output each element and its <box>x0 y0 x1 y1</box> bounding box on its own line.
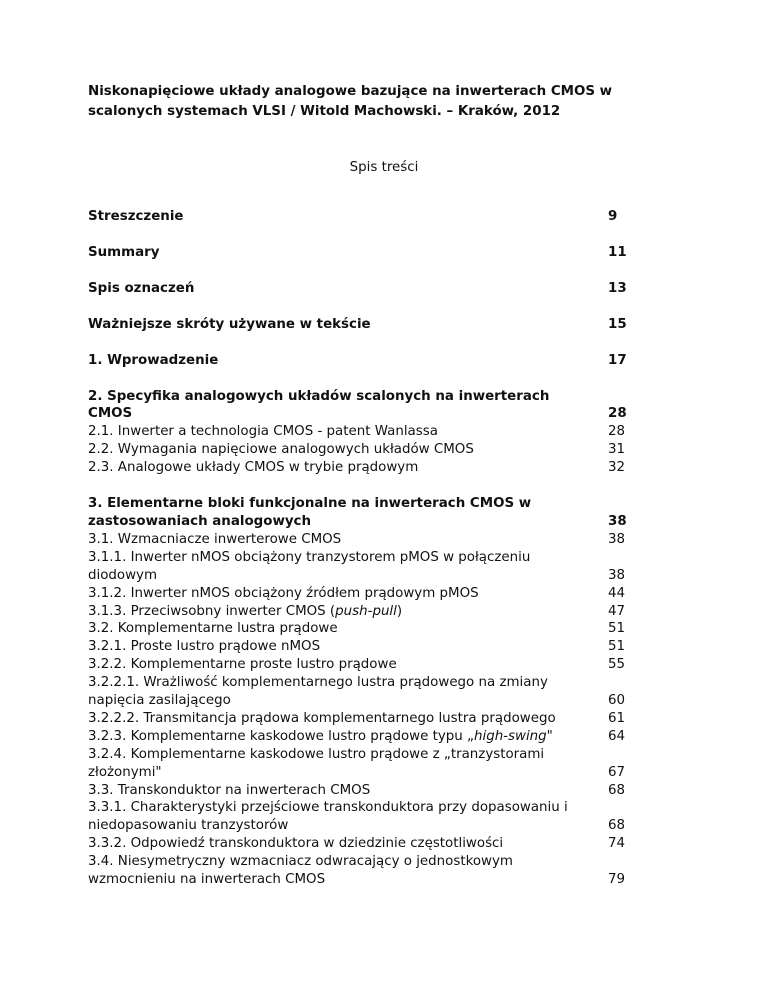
toc-entry-title: Ważniejsze skróty używane w tekście <box>88 316 371 332</box>
toc-entry-page: 51 <box>608 639 626 655</box>
toc-entry-page: 32 <box>608 460 626 476</box>
toc-entry-title: 3.4. Niesymetryczny wzmacniacz odwracający o jednostkowym wzmocnieniu na inwerterach CMOS <box>88 854 513 888</box>
toc-entry-page: 13 <box>608 280 627 296</box>
toc-entry-chapter-2[interactable] <box>88 388 668 424</box>
toc-entry-page: 11 <box>608 244 627 260</box>
toc-entry-3-1[interactable] <box>88 531 668 549</box>
toc-entry-title: 1. Wprowadzenie <box>88 352 219 368</box>
toc-entry-page: 60 <box>608 693 626 709</box>
toc-entry-chapter-3[interactable] <box>88 495 668 531</box>
toc-entry-title: 3.1.2. Inwerter nMOS obciążony źródłem prądowym pMOS <box>88 585 479 601</box>
toc-entry-title: 3.1.1. Inwerter nMOS obciążony tranzystorem pMOS w połączeniu diodowym <box>88 549 531 583</box>
toc-entry-title-emphasis: high-swing <box>473 728 547 744</box>
toc-entry-title: Summary <box>88 244 160 260</box>
toc-entry-3-1-2[interactable] <box>88 585 668 603</box>
toc-entry-chapter-1[interactable] <box>88 352 668 370</box>
table-of-contents <box>88 208 668 889</box>
toc-entry-title-pre: 3.1.3. Przeciwsobny inwerter CMOS ( <box>88 603 336 619</box>
toc-entry-3-2-3[interactable] <box>88 728 668 746</box>
toc-entry-title <box>88 728 593 746</box>
toc-entry-page: 74 <box>608 836 626 852</box>
toc-entry-3-2-2-1[interactable] <box>88 674 668 710</box>
toc-entry-page: 79 <box>608 872 626 888</box>
toc-entry-title: 3.2. Komplementarne lustra prądowe <box>88 621 338 637</box>
toc-entry-3-2-1[interactable] <box>88 638 668 656</box>
toc-entry-skroty[interactable] <box>88 316 668 334</box>
toc-entry-title-emphasis: push-pull <box>335 603 397 619</box>
toc-entry-3-2-2-2[interactable] <box>88 710 668 728</box>
toc-entry-title-pre: 3.2.3. Komplementarne kaskodowe lustro prądowe typu „ <box>88 728 474 744</box>
document-header: Niskonapięciowe układy analogowe bazujące na inwerterach CMOS w scalonych systemach VLSI / Witold Machowski. – Kraków, 2012 <box>88 84 613 119</box>
toc-entry-page: 31 <box>608 442 626 458</box>
toc-entry-page: 64 <box>608 728 626 744</box>
toc-entry-page: 47 <box>608 603 626 619</box>
toc-entry-title: 3.2.2.2. Transmitancja prądowa komplementarnego lustra prądowego <box>88 710 556 726</box>
toc-entry-page: 61 <box>608 710 626 726</box>
toc-entry-2-2[interactable] <box>88 441 668 459</box>
toc-entry-3-3[interactable] <box>88 782 668 800</box>
toc-entry-title: 3.3. Transkonduktor na inwerterach CMOS <box>88 782 371 798</box>
toc-entry-title: 2.3. Analogowe układy CMOS w trybie prądowym <box>88 460 419 476</box>
toc-entry-title: 3.2.2. Komplementarne proste lustro prądowe <box>88 657 397 673</box>
toc-entry-3-4[interactable] <box>88 853 668 889</box>
toc-entry-3-2-4[interactable] <box>88 746 668 782</box>
toc-entry-title: 3.2.2.1. Wrażliwość komplementarnego lustra prądowego na zmiany napięcia zasilającego <box>88 675 548 709</box>
toc-entry-streszczenie[interactable] <box>88 208 668 226</box>
toc-entry-summary[interactable] <box>88 244 668 262</box>
toc-entry-page: 51 <box>608 621 626 637</box>
toc-entry-page: 68 <box>608 818 626 834</box>
toc-entry-3-1-3[interactable] <box>88 603 668 621</box>
toc-entry-title: 3. Elementarne bloki funkcjonalne na inwerterach CMOS w zastosowaniach analogowych <box>88 496 532 529</box>
toc-entry-spis-oznaczen[interactable] <box>88 280 668 298</box>
toc-entry-2-3[interactable] <box>88 459 668 477</box>
toc-entry-title: Streszczenie <box>88 209 184 224</box>
toc-entry-page: 15 <box>608 316 627 332</box>
toc-entry-3-2[interactable] <box>88 620 668 638</box>
toc-entry-page: 28 <box>608 406 627 422</box>
toc-entry-title: 2. Specyfika analogowych układów scalonych na inwerterach CMOS <box>88 388 550 422</box>
toc-entry-page: 55 <box>608 657 626 673</box>
toc-entry-2-1[interactable] <box>88 423 668 441</box>
toc-entry-3-1-1[interactable] <box>88 549 668 585</box>
toc-entry-page: 38 <box>608 567 626 583</box>
toc-entry-3-3-1[interactable] <box>88 799 668 835</box>
toc-entry-page: 28 <box>608 424 626 440</box>
toc-entry-title: 3.2.4. Komplementarne kaskodowe lustro prądowe z „tranzystorami złożonymi" <box>88 746 545 780</box>
toc-entry-page: 38 <box>608 513 627 529</box>
toc-entry-title-post: ) <box>396 603 403 619</box>
toc-entry-3-3-2[interactable] <box>88 835 668 853</box>
toc-entry-page: 17 <box>608 352 627 368</box>
toc-entry-title: 3.1. Wzmacniacze inwerterowe CMOS <box>88 531 342 547</box>
toc-entry-page: 38 <box>608 531 626 547</box>
toc-heading: Spis treści <box>349 160 419 175</box>
toc-entry-title: 2.1. Inwerter a technologia CMOS - patent Wanlassa <box>88 424 438 440</box>
toc-entry-page: 9 <box>608 209 618 224</box>
toc-entry-page: 44 <box>608 585 626 601</box>
toc-entry-title: 3.2.1. Proste lustro prądowe nMOS <box>88 639 321 655</box>
toc-entry-3-2-2[interactable] <box>88 656 668 674</box>
toc-entry-title-post: " <box>546 728 553 744</box>
toc-entry-page: 67 <box>608 764 626 780</box>
toc-entry-title <box>88 603 593 621</box>
toc-entry-page: 68 <box>608 782 626 798</box>
toc-entry-title: Spis oznaczeń <box>88 280 195 296</box>
toc-entry-title: 3.3.2. Odpowiedź transkonduktora w dziedzinie częstotliwości <box>88 836 504 852</box>
toc-entry-title: 3.3.1. Charakterystyki przejściowe transkonduktora przy dopasowaniu i niedopasowaniu tranzystorów <box>88 800 568 834</box>
toc-entry-title: 2.2. Wymagania napięciowe analogowych układów CMOS <box>88 442 474 458</box>
